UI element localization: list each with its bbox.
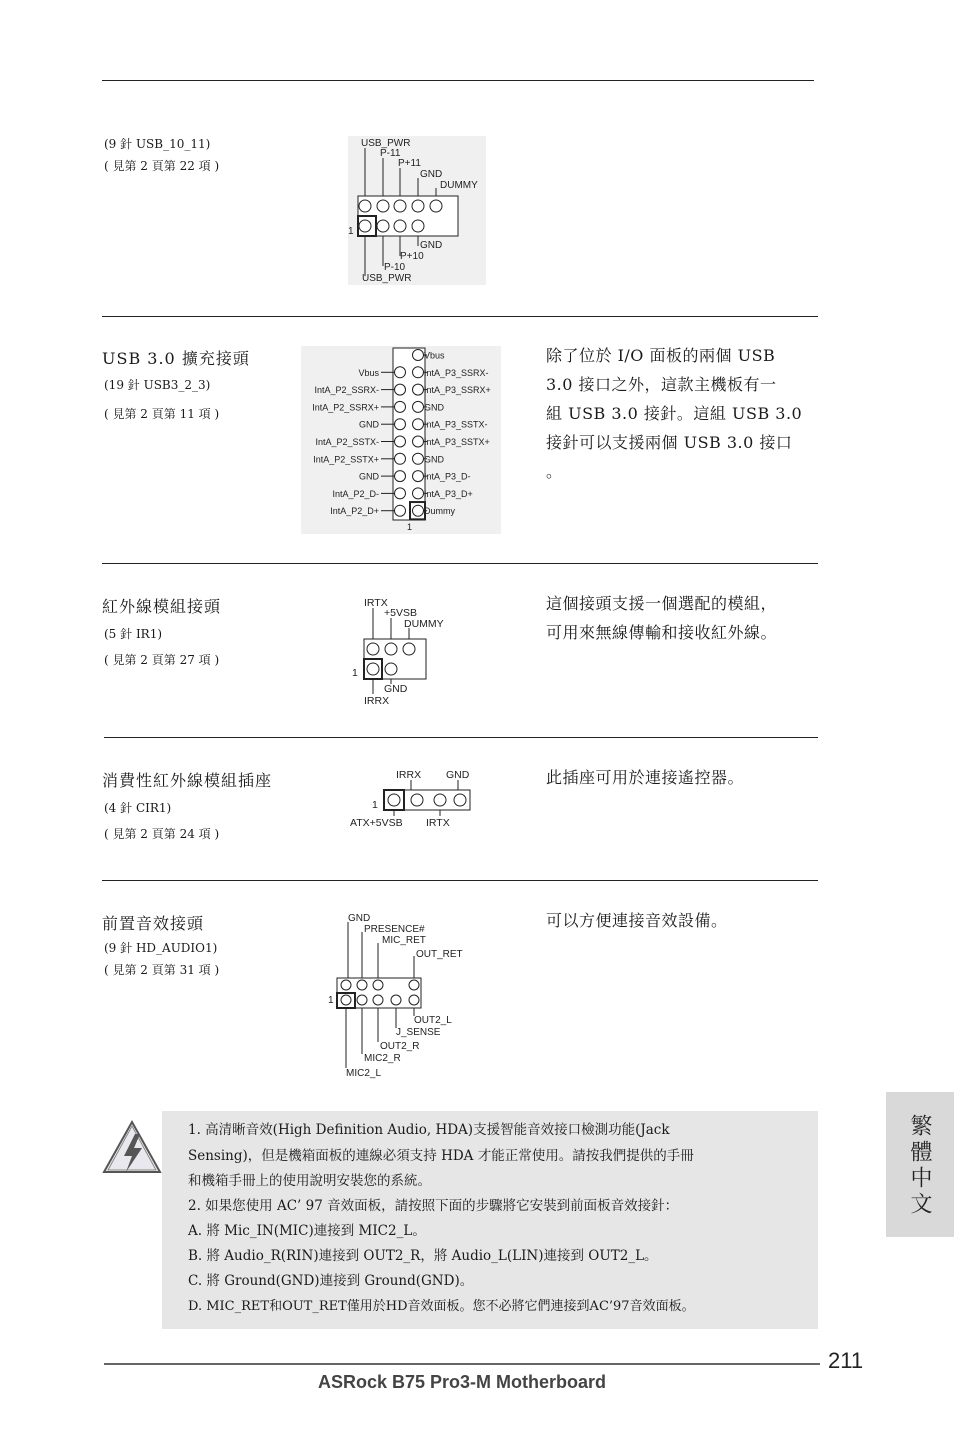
note-line: D. MIC_RET和OUT_RET僅用於HD音效面板。您不必將它們連接到AC’97音效面板。	[188, 1299, 695, 1314]
usb2-label-bottom-3: USB_PWR	[362, 273, 412, 284]
usb3-label-right-1: IntA_P3_SSRX-	[424, 367, 489, 378]
audio-label-bottom-3: MIC2_R	[364, 1053, 401, 1064]
usb3-label-left-4: IntA_P2_SSTX-	[315, 437, 379, 447]
notes-panel	[162, 1111, 818, 1329]
warning-icon	[102, 1118, 164, 1178]
cir-pin1-marker: 1	[372, 799, 378, 811]
usb3-label-right-7: IntA_P3_D-	[424, 471, 471, 482]
ir-label-bottom-0: GND	[384, 683, 408, 695]
usb3-desc-line-3: 接針可以支援兩個 USB 3.0 接口	[546, 433, 793, 452]
cir-description	[546, 763, 816, 792]
usb3-label-right-5: IntA_P3_SSTX+	[424, 437, 490, 447]
note-line: C. 將 Ground(GND)連接到 Ground(GND)。	[188, 1273, 474, 1289]
audio-label-bottom-0: OUT2_L	[414, 1015, 452, 1026]
usb2-label-top-0: USB_PWR	[361, 138, 411, 149]
usb2-header-diagram	[348, 136, 486, 285]
note-line: A. 將 Mic_IN(MIC)連接到 MIC2_L。	[188, 1223, 426, 1239]
note-line: 2. 如果您使用 AC’ 97 音效面板，請按照下面的步驟將它安裝到前面板音效接針：	[188, 1198, 679, 1214]
usb3-label-right-9: Dummy	[424, 506, 455, 517]
usb3-label-left-0: Vbus	[358, 367, 379, 378]
audio-label-top-1: PRESENCE#	[364, 924, 425, 935]
usb3-pin1-marker: 1	[407, 522, 413, 532]
ir-label-top-2: DUMMY	[404, 618, 444, 630]
section-divider	[104, 737, 818, 738]
usb2-label-top-1: P-11	[380, 148, 401, 159]
usb2-pin1-marker: 1	[348, 226, 354, 237]
ir-reference: ( 見第 2 頁第 27 項 )	[104, 653, 220, 667]
usb3-desc-line-1: 3.0 接口之外，這款主機板有一	[546, 375, 777, 394]
audio-reference: ( 見第 2 頁第 31 項 )	[104, 963, 220, 977]
ir-label-top-0: IRTX	[364, 597, 388, 609]
ir-pin-count: (5 針 IR1)	[104, 627, 163, 641]
audio-label-bottom-2: OUT2_R	[380, 1041, 420, 1052]
usb3-title: USB 3.0 擴充接頭	[102, 349, 250, 368]
section-divider	[102, 316, 818, 317]
usb3-label-left-7: IntA_P2_D-	[332, 488, 379, 499]
usb3-header-diagram	[301, 346, 501, 534]
top-rule	[102, 80, 814, 81]
usb3-pin-count: (19 針 USB3_2_3)	[104, 378, 211, 392]
ir-desc-line-0: 這個接頭支援一個選配的模組，	[546, 594, 778, 613]
page-number: 211	[828, 1348, 864, 1373]
usb2-pin-count: (9 針 USB_10_11)	[104, 137, 211, 151]
audio-description	[546, 906, 816, 935]
cir-pin-count: (4 針 CIR1)	[104, 801, 172, 815]
footer-rule	[104, 1363, 820, 1365]
usb3-label-left-8: IntA_P2_D+	[330, 506, 379, 517]
language-side-tab	[886, 1092, 954, 1237]
section-divider	[102, 880, 818, 881]
front-audio-diagram	[326, 910, 476, 1082]
note-line: Sensing)，但是機箱面板的連線必須支持 HDA 才能正常使用。請按我們提供的手冊	[188, 1148, 694, 1164]
cir-label-top-1: GND	[446, 769, 470, 781]
ir-header-diagram	[346, 594, 466, 709]
ir-label-top-1: +5VSB	[384, 607, 417, 619]
usb2-label-bottom-0: GND	[420, 240, 443, 251]
audio-label-bottom-4: MIC2_L	[346, 1068, 382, 1079]
note-line: 和機箱手冊上的使用說明安裝您的系統。	[188, 1173, 431, 1189]
cir-label-top-0: IRRX	[396, 769, 422, 781]
usb3-label-right-4: IntA_P3_SSTX-	[424, 419, 488, 430]
section-divider	[102, 563, 818, 564]
ir-description	[546, 589, 816, 647]
note-line: B. 將 Audio_R(RIN)連接到 OUT2_R，將 Audio_L(LIN)連接到 OUT2_L。	[188, 1248, 658, 1264]
usb3-label-right-0: Vbus	[424, 350, 445, 361]
usb3-label-right-2: IntA_P3_SSRX+	[424, 385, 491, 396]
usb2-label-top-2: P+11	[398, 158, 421, 169]
audio-label-top-3: OUT_RET	[416, 949, 463, 960]
ir-label-bottom-1: IRRX	[364, 695, 390, 707]
usb3-label-left-3: GND	[359, 419, 379, 430]
audio-pin1-marker: 1	[328, 995, 334, 1006]
cir-header-diagram	[346, 766, 486, 832]
cir-label-bottom-0: ATX+5VSB	[350, 817, 403, 829]
audio-desc-line-0: 可以方便連接音效設備。	[546, 911, 728, 930]
usb3-reference: ( 見第 2 頁第 11 項 )	[104, 407, 220, 421]
audio-label-bottom-1: J_SENSE	[396, 1027, 441, 1038]
usb2-label-bottom-2: P-10	[384, 262, 406, 273]
cir-label-bottom-1: IRTX	[426, 817, 450, 829]
audio-pin-count: (9 針 HD_AUDIO1)	[104, 941, 218, 955]
usb3-desc-line-2: 組 USB 3.0 接針。這組 USB 3.0	[546, 404, 803, 423]
cir-title: 消費性紅外線模組插座	[102, 771, 273, 790]
note-line: 1. 高清晰音效(High Definition Audio, HDA)支援智能音效接口檢測功能(Jack	[188, 1122, 670, 1138]
usb2-label-top-4: DUMMY	[440, 180, 478, 191]
usb3-label-left-5: IntA_P2_SSTX+	[313, 454, 379, 465]
usb3-desc-line-4: 。	[546, 462, 563, 481]
usb3-label-left-1: IntA_P2_SSRX-	[314, 385, 379, 396]
ir-pin1-marker: 1	[352, 667, 358, 679]
audio-title: 前置音效接頭	[102, 914, 205, 933]
usb3-label-right-8: IntA_P3_D+	[424, 488, 473, 499]
cir-reference: ( 見第 2 頁第 24 項 )	[104, 827, 220, 841]
usb3-label-left-2: IntA_P2_SSRX+	[312, 402, 379, 413]
usb2-label-bottom-1: P+10	[400, 251, 424, 262]
footer-model-name: ASRock B75 Pro3-M Motherboard	[318, 1372, 607, 1392]
language-tab-label: 繁體中文	[907, 1114, 932, 1218]
usb3-label-right-3: GND	[424, 402, 444, 413]
usb3-description	[546, 341, 816, 486]
audio-label-top-0: GND	[348, 913, 371, 924]
usb3-label-right-6: GND	[424, 454, 444, 465]
usb2-label-top-3: GND	[420, 169, 443, 180]
usb3-desc-line-0: 除了位於 I/O 面板的兩個 USB	[546, 346, 776, 365]
ir-title: 紅外線模組接頭	[102, 597, 222, 616]
usb2-reference: ( 見第 2 頁第 22 項 )	[104, 159, 220, 173]
audio-label-top-2: MIC_RET	[382, 935, 426, 946]
usb3-label-left-6: GND	[359, 471, 379, 482]
ir-desc-line-1: 可用來無線傳輸和接收紅外線。	[546, 623, 778, 642]
cir-desc-line-0: 此插座可用於連接遙控器。	[546, 768, 745, 787]
